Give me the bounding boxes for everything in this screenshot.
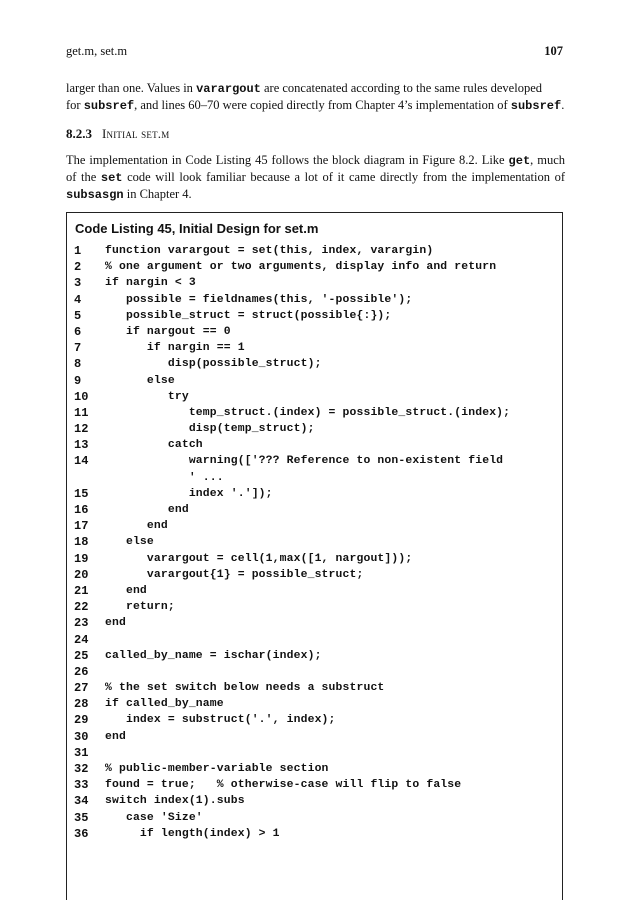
line-number: 10 [74, 389, 89, 404]
code-line [67, 405, 562, 421]
code-text: ' ... [105, 471, 224, 484]
line-number: 8 [74, 357, 82, 372]
code-text: function varargout = set(this, index, varargin) [105, 245, 434, 257]
code-line [67, 453, 562, 469]
code-line [67, 534, 562, 550]
code-text: if length(index) > 1 [105, 827, 280, 840]
line-number: 7 [74, 341, 82, 356]
code-line [67, 259, 562, 275]
line-number: 6 [74, 324, 82, 339]
line-number: 17 [74, 519, 89, 534]
code-text: index '.']); [105, 487, 273, 500]
code-text: found = true; % otherwise-case will flip to false [105, 779, 462, 792]
code-text: return; [105, 601, 175, 614]
intro-line-2: for subsref, and lines 60–70 were copied directly from Chapter 4’s implementation of subsref. [66, 98, 565, 113]
line-number: 15 [74, 486, 89, 501]
line-number: 34 [74, 794, 89, 809]
line-number: 36 [74, 826, 89, 841]
line-number: 23 [74, 616, 89, 631]
code-line [67, 729, 562, 745]
code-text: temp_struct.(index) = possible_struct.(index); [105, 406, 511, 419]
code-text: disp(possible_struct); [105, 358, 322, 371]
code-subsasgn: subsasgn [66, 188, 124, 202]
code-line [67, 324, 562, 340]
line-number: 2 [74, 260, 82, 275]
body-paragraph [66, 152, 565, 203]
code-text: if nargin < 3 [105, 277, 196, 290]
intro-line-1: larger than one. Values in varargout are concatenated according to the same rules developed [66, 81, 542, 96]
code-line [67, 373, 562, 389]
line-number: 29 [74, 713, 89, 728]
line-number: 25 [74, 648, 89, 663]
line-number: 5 [74, 308, 82, 323]
code-line [67, 648, 562, 664]
line-number: 27 [74, 681, 89, 696]
line-number: 26 [74, 664, 89, 679]
line-number: 24 [74, 632, 89, 647]
code-get: get [508, 154, 531, 168]
code-line [67, 389, 562, 405]
code-text: if nargin == 1 [105, 342, 245, 355]
code-line [67, 356, 562, 372]
line-number: 28 [74, 697, 89, 712]
code-text: % the set switch below needs a substruct [105, 682, 385, 695]
running-head: get.m, set.m [66, 44, 128, 58]
code-text: called_by_name = ischar(index); [105, 649, 322, 662]
code-text: varargout = cell(1,max([1, nargout])); [105, 552, 413, 565]
code-text: case 'Size' [105, 811, 203, 824]
code-text: switch index(1).subs [105, 795, 245, 808]
code-line [67, 518, 562, 534]
code-line [67, 664, 562, 680]
intro-paragraph [66, 80, 565, 114]
code-line [67, 470, 562, 486]
code-subsref-2: subsref [510, 99, 562, 113]
code-line [67, 680, 562, 696]
code-text: index = substruct('.', index); [105, 714, 336, 727]
line-number: 20 [74, 567, 89, 582]
code-line [67, 696, 562, 712]
code-line [67, 810, 562, 826]
section-title: Initial set.m [102, 126, 170, 141]
code-text: end [105, 520, 168, 533]
code-line [67, 437, 562, 453]
code-text: varargout{1} = possible_struct; [105, 568, 364, 581]
code-line [67, 292, 562, 308]
code-text: % public-member-variable section [105, 763, 329, 775]
code-text: else [105, 374, 175, 387]
line-number: 31 [74, 745, 89, 760]
section-number: 8.2.3 [66, 126, 92, 141]
line-number: 35 [74, 810, 89, 825]
code-set: set [100, 171, 123, 185]
code-line [67, 551, 562, 567]
code-line [67, 243, 562, 259]
code-line [67, 340, 562, 356]
line-number: 14 [74, 454, 89, 469]
listing-title: Code Listing 45, Initial Design for set.m [75, 221, 319, 236]
code-line [67, 599, 562, 615]
line-number: 21 [74, 583, 89, 598]
line-number: 1 [74, 244, 82, 258]
code-text: if called_by_name [105, 698, 224, 711]
line-number: 11 [74, 405, 89, 420]
body-line-3: subsasgn in Chapter 4. [66, 187, 192, 202]
page-number: 107 [544, 44, 563, 58]
line-number: 16 [74, 503, 89, 517]
code-text: catch [105, 439, 203, 452]
code-text: end [105, 584, 147, 597]
code-listing [67, 243, 562, 842]
line-number: 33 [74, 778, 89, 793]
code-line [67, 567, 562, 583]
section-heading [66, 126, 169, 142]
code-line [67, 712, 562, 728]
code-line [67, 583, 562, 599]
line-number: 18 [74, 535, 89, 550]
line-number: 13 [74, 438, 89, 453]
code-text: warning(['??? Reference to non-existent field [105, 455, 504, 468]
code-text: possible_struct = struct(possible{:}); [105, 309, 392, 322]
code-line [67, 615, 562, 631]
code-line [67, 632, 562, 648]
code-text: if nargout == 0 [105, 325, 231, 338]
code-text: end [105, 617, 126, 630]
code-line [67, 745, 562, 761]
code-line [67, 502, 562, 518]
code-subsref: subsref [83, 99, 135, 113]
line-number: 9 [74, 373, 82, 388]
line-number: 12 [74, 422, 89, 437]
line-number: 30 [74, 729, 89, 744]
code-line [67, 777, 562, 793]
line-number: 22 [74, 600, 89, 615]
code-line [67, 793, 562, 809]
line-number: 19 [74, 551, 89, 566]
code-text: end [105, 504, 189, 516]
code-line [67, 275, 562, 291]
code-text: try [105, 390, 189, 403]
code-text: % one argument or two arguments, display info and return [105, 261, 497, 274]
code-text: possible = fieldnames(this, '-possible'); [105, 293, 413, 306]
code-text: disp(temp_struct); [105, 423, 315, 436]
code-line [67, 826, 562, 842]
code-text: end [105, 730, 126, 743]
code-line [67, 421, 562, 437]
line-number: 3 [74, 276, 82, 291]
line-number: 4 [74, 292, 82, 307]
body-line-2: of the set code will look familiar because a lot of it came directly from the implementation of [66, 170, 565, 185]
code-listing-box [66, 212, 563, 900]
line-number: 32 [74, 762, 89, 776]
code-line [67, 486, 562, 502]
page-header [66, 44, 563, 60]
code-line [67, 308, 562, 324]
body-line-1: The implementation in Code Listing 45 follows the block diagram in Figure 8.2. Like get, much [66, 153, 565, 168]
code-varargout: varargout [196, 82, 261, 96]
code-line [67, 761, 562, 777]
code-text: else [105, 536, 154, 549]
